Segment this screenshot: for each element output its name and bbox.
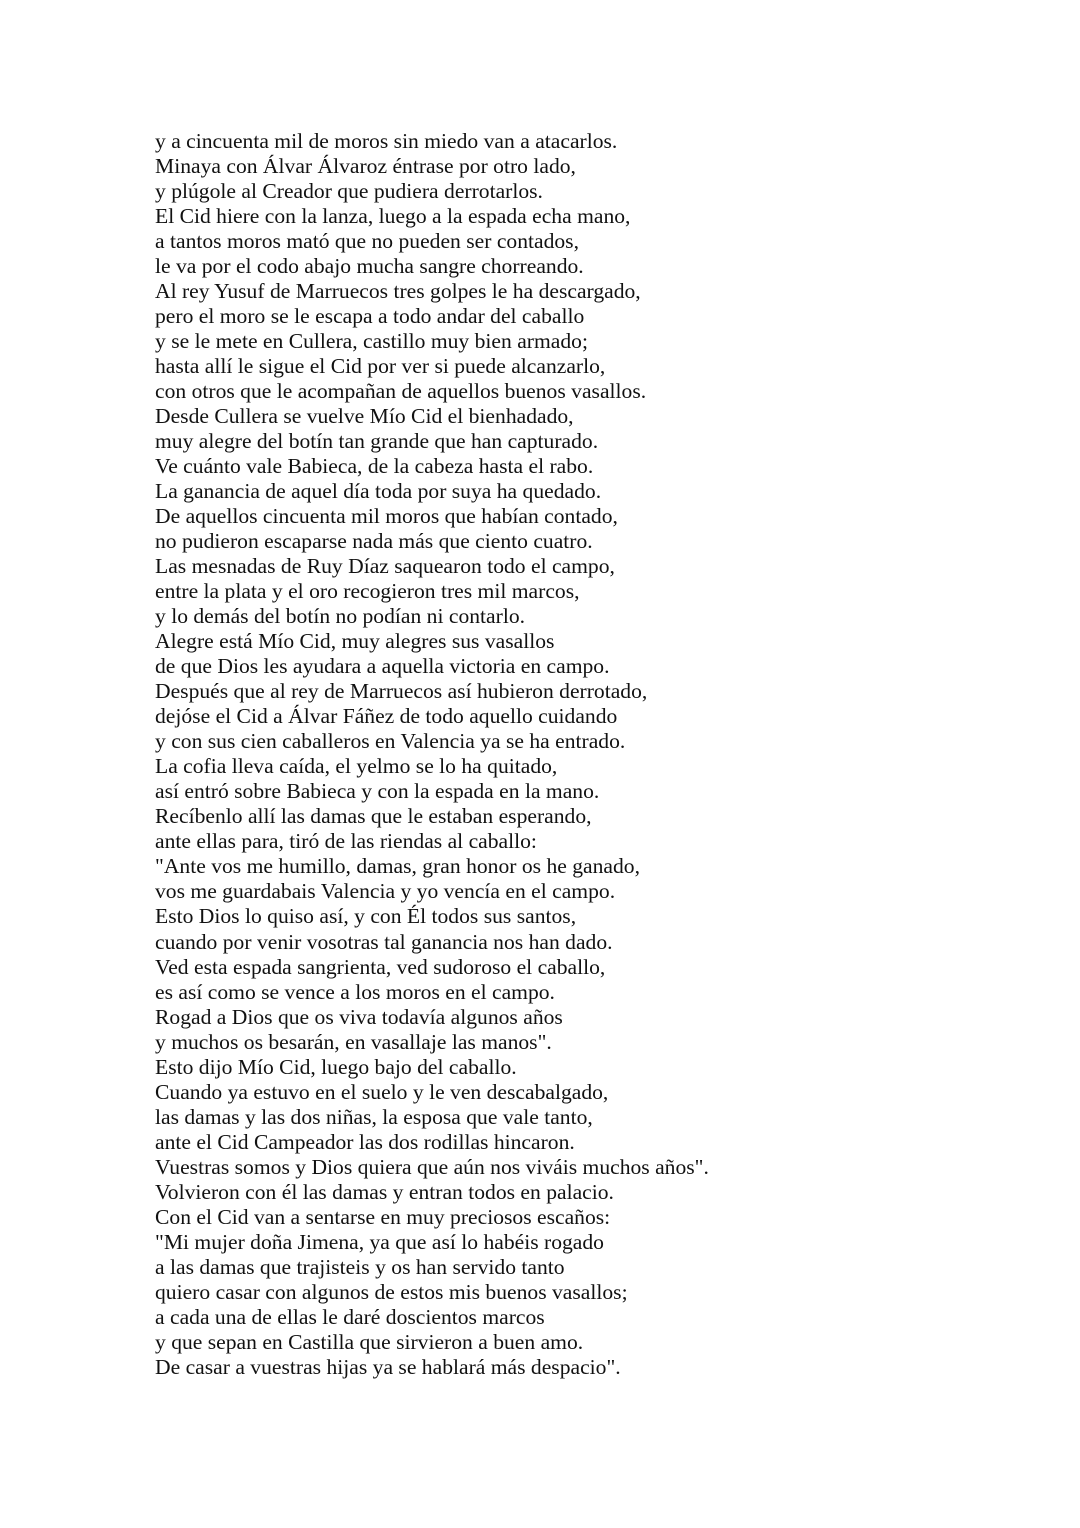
verse-line: y muchos os besarán, en vasallaje las manos". <box>155 1029 552 1054</box>
verse-line: a tantos moros mató que no pueden ser contados, <box>155 229 579 254</box>
verse-line: pero el moro se le escapa a todo andar del caballo <box>155 304 585 329</box>
verse-line: La ganancia de aquel día toda por suya ha quedado. <box>155 479 602 504</box>
verse-line: hasta allí le sigue el Cid por ver si puede alcanzarlo, <box>155 354 606 379</box>
verse-line: Cuando ya estuvo en el suelo y le ven descabalgado, <box>155 1079 609 1104</box>
verse-line: Después que al rey de Marruecos así hubieron derrotado, <box>155 679 648 704</box>
verse-line: Desde Cullera se vuelve Mío Cid el bienhadado, <box>155 404 574 429</box>
poem-text <box>155 129 709 1380</box>
verse-line: a cada una de ellas le daré doscientos marcos <box>155 1304 545 1329</box>
verse-line: entre la plata y el oro recogieron tres mil marcos, <box>155 579 580 604</box>
verse-line: Esto dijo Mío Cid, luego bajo del caballo. <box>155 1054 517 1079</box>
verse-line: "Mi mujer doña Jimena, ya que así lo habéis rogado <box>155 1229 604 1254</box>
verse-line: vos me guardabais Valencia y yo vencía en el campo. <box>155 879 616 904</box>
verse-line: y que sepan en Castilla que sirvieron a buen amo. <box>155 1329 584 1354</box>
verse-line: de que Dios les ayudara a aquella victoria en campo. <box>155 654 610 679</box>
verse-line: dejóse el Cid a Álvar Fáñez de todo aquello cuidando <box>155 704 618 729</box>
verse-line: Al rey Yusuf de Marruecos tres golpes le ha descargado, <box>155 279 641 304</box>
verse-line: y a cincuenta mil de moros sin miedo van a atacarlos. <box>155 129 618 153</box>
verse-line: Recíbenlo allí las damas que le estaban esperando, <box>155 804 592 829</box>
verse-line: Las mesnadas de Ruy Díaz saquearon todo el campo, <box>155 554 615 579</box>
verse-line: ante ellas para, tiró de las riendas al caballo: <box>155 829 537 854</box>
verse-line: muy alegre del botín tan grande que han capturado. <box>155 429 599 454</box>
verse-line: quiero casar con algunos de estos mis buenos vasallos; <box>155 1279 628 1304</box>
verse-line: De aquellos cincuenta mil moros que habían contado, <box>155 504 618 529</box>
verse-line: "Ante vos me humillo, damas, gran honor os he ganado, <box>155 854 640 879</box>
verse-line: y lo demás del botín no podían ni contarlo. <box>155 604 526 629</box>
verse-line: y se le mete en Cullera, castillo muy bien armado; <box>155 329 588 354</box>
verse-line: La cofia lleva caída, el yelmo se lo ha quitado, <box>155 754 558 779</box>
verse-line: Con el Cid van a sentarse en muy preciosos escaños: <box>155 1204 611 1229</box>
verse-line: a las damas que trajisteis y os han servido tanto <box>155 1254 565 1279</box>
verse-line: y con sus cien caballeros en Valencia ya se ha entrado. <box>155 729 626 754</box>
verse-line: El Cid hiere con la lanza, luego a la espada echa mano, <box>155 204 631 229</box>
verse-line: no pudieron escaparse nada más que ciento cuatro. <box>155 529 593 554</box>
verse-line: Vuestras somos y Dios quiera que aún nos viváis muchos años". <box>155 1154 709 1179</box>
verse-line: Minaya con Álvar Álvaroz éntrase por otro lado, <box>155 154 576 179</box>
verse-line: y plúgole al Creador que pudiera derrotarlos. <box>155 179 543 204</box>
verse-line: Rogad a Dios que os viva todavía algunos años <box>155 1004 563 1029</box>
verse-line: De casar a vuestras hijas ya se hablará más despacio". <box>155 1354 621 1379</box>
verse-line: Volvieron con él las damas y entran todos en palacio. <box>155 1179 614 1204</box>
verse-line: con otros que le acompañan de aquellos buenos vasallos. <box>155 379 647 404</box>
verse-line: le va por el codo abajo mucha sangre chorreando. <box>155 254 584 279</box>
verse-line: así entró sobre Babieca y con la espada en la mano. <box>155 779 600 804</box>
verse-line: es así como se vence a los moros en el campo. <box>155 979 555 1004</box>
verse-line: Esto Dios lo quiso así, y con Él todos sus santos, <box>155 904 577 929</box>
verse-line: Ved esta espada sangrienta, ved sudoroso el caballo, <box>155 954 606 979</box>
verse-line: las damas y las dos niñas, la esposa que vale tanto, <box>155 1104 593 1129</box>
verse-line: Ve cuánto vale Babieca, de la cabeza hasta el rabo. <box>155 454 594 479</box>
verse-line: cuando por venir vosotras tal ganancia nos han dado. <box>155 929 613 954</box>
verse-line: Alegre está Mío Cid, muy alegres sus vasallos <box>155 629 555 654</box>
verse-line: ante el Cid Campeador las dos rodillas hincaron. <box>155 1129 575 1154</box>
